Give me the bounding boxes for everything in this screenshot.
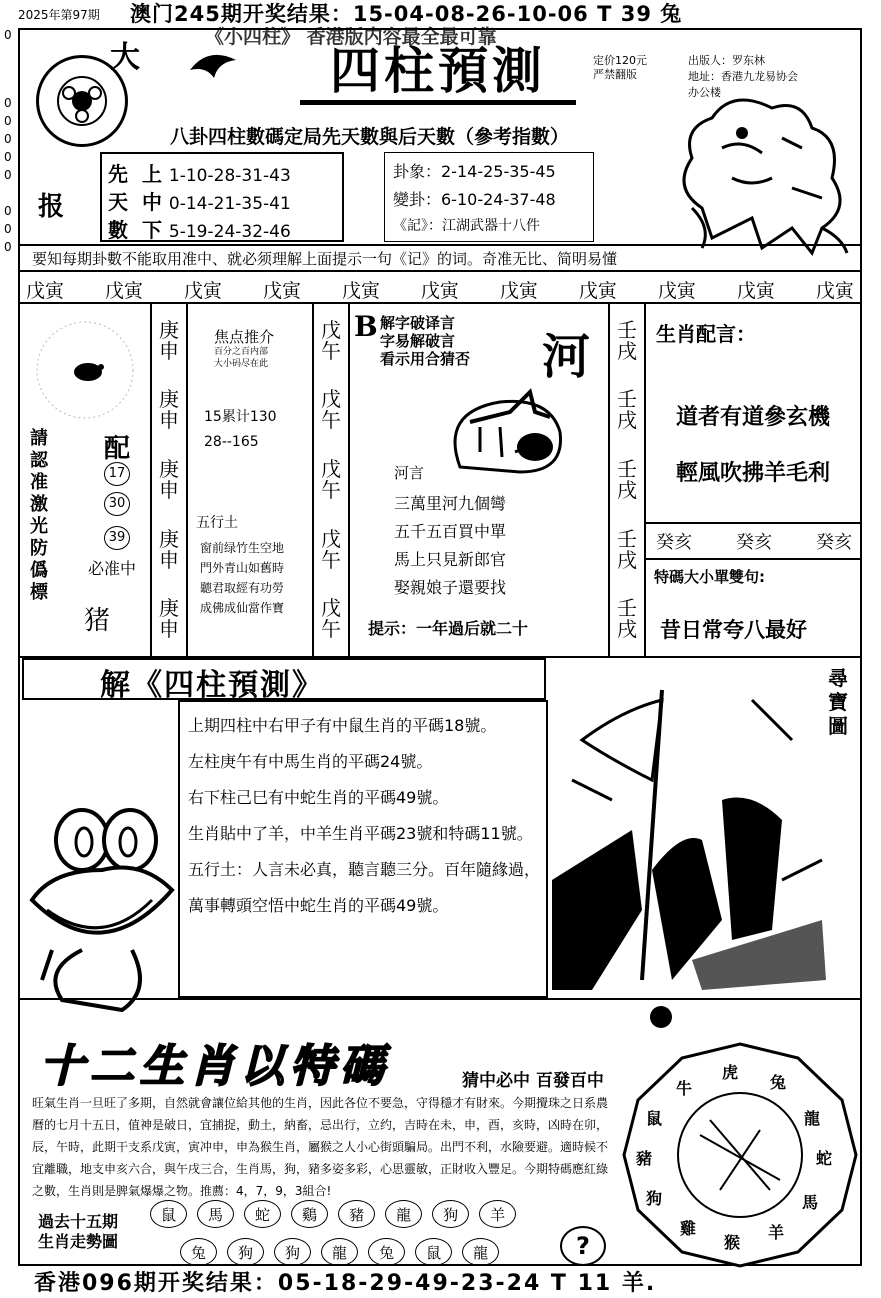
divider (18, 998, 862, 1000)
price: 定价120元 (593, 54, 647, 67)
col-divider (186, 302, 188, 657)
divider (644, 522, 862, 524)
row-upper: 先 上 1-10-28-31-43 (108, 162, 291, 186)
trend-label: 過去十五期 生肖走勢圖 (38, 1212, 119, 1251)
notice: 要知每期卦數不能取用准中、就必须理解上面提示一句《记》的词。奇准无比、简明易懂 (32, 250, 618, 268)
river-b: B (354, 310, 378, 343)
wheel-rabbit: 兔 (770, 1073, 787, 1092)
bagua-heading: 八卦四柱數碼定局先天數與后天數（參考指數） (170, 126, 570, 148)
bizhun: 必准中 (88, 559, 137, 578)
left-digits: 0 0 0 0 0 0 0 0 0 (4, 28, 12, 254)
zodiac-words-title: 生肖配言： (656, 322, 756, 346)
focus-line2: 28--165 (204, 434, 259, 450)
wheel-monkey: 猴 (724, 1233, 741, 1252)
focus-line1: 15累计130 (204, 409, 277, 425)
row-middle: 天 中 0-14-21-35-41 (108, 190, 291, 214)
address: 地址：香港九龙易协会办公楼 (688, 70, 798, 99)
row-lower: 數 下 5-19-24-32-46 (108, 218, 291, 242)
bird-icon (188, 50, 238, 86)
wuxing-title: 五行土 (196, 515, 238, 531)
explain-paras: 上期四柱中右甲子有中鼠生肖的平碼18號。 左柱庚午有中馬生肖的平碼24號。 右下柱己巳有中蛇生肖的平碼49號。 生肖貼中了羊，中羊生肖平碼23號和特碼11號。 五行土：人言未必真，聽言聽三分。百年隨緣過，萬事轉頭空悟中蛇生肖的平碼49號。 (188, 716, 541, 915)
wheel-dragon: 龍 (804, 1109, 821, 1128)
col-divider (644, 302, 646, 657)
wheel-snake: 蛇 (816, 1149, 833, 1168)
black-dot (650, 1006, 672, 1028)
main-title: 四柱預測 (300, 42, 576, 105)
twelve-zodiac-banner: 十二生肖以特碼 (40, 1041, 390, 1092)
gua-table (384, 152, 594, 242)
wheel-ox: 牛 (676, 1079, 693, 1098)
trend-row-1: 鼠 馬 蛇 鷄 豬 龍 狗 羊 (150, 1200, 516, 1228)
guihai-row: 癸亥 癸亥 癸亥 (656, 532, 852, 553)
deer-illustration (440, 372, 570, 486)
renxu-column: 壬戌 壬戌 壬戌 壬戌 壬戌 (617, 317, 637, 642)
wheel-goat: 羊 (768, 1223, 785, 1242)
pei-num-2: 30 (104, 492, 130, 516)
side-label-bao: 报 (38, 192, 65, 222)
lion-illustration (672, 88, 862, 262)
col-divider (348, 302, 350, 657)
publisher: 出版人：罗东林 (688, 54, 765, 67)
focus-title: 焦点推介 (214, 328, 275, 346)
wheel-tiger: 虎 (722, 1063, 739, 1082)
qing-column: 請 認 准 激 光 防 僞 標 (30, 428, 48, 603)
trend-row-2: 兔 狗 狗 龍 兔 鼠 龍 (180, 1238, 499, 1266)
wheel-rooster: 雞 (680, 1219, 697, 1238)
zodiac-wheel (620, 1040, 860, 1270)
divider (18, 244, 862, 246)
zodiac-words-line2: 輕風吹拂羊毛利 (676, 460, 831, 486)
bagua-table (100, 152, 344, 242)
focus-sub1: 百分之百内部 (214, 347, 269, 357)
wheel-rat: 鼠 (646, 1109, 663, 1128)
zodiac-pig: 猪 (84, 606, 111, 636)
bian-gua: 變卦：6-10-24-37-48 (393, 190, 556, 209)
battle-scene (552, 680, 826, 998)
no-copy: 严禁翻版 (593, 68, 637, 81)
divider (644, 558, 862, 560)
question-circle: ? (560, 1226, 606, 1266)
issue-label: 2025年第97期 (18, 8, 100, 22)
moon-decor (30, 315, 140, 429)
divider (18, 302, 862, 304)
river-hint: 提示：一年過后就二十 (368, 619, 529, 638)
focus-poem: 窗前绿竹生空地 門外青山如舊時 聽君取經有功勞 成佛成仙當作寶 (200, 541, 285, 615)
zodiac-words-line1: 道者有道參玄機 (676, 404, 831, 430)
river-poem: 三萬里河九個彎 五千五百買中單 馬上只見新郎官 娶親娘子還要找 (394, 494, 507, 597)
focus-sub2: 大小码尽在此 (214, 359, 269, 369)
river-lines: 解字破译言 字易解破言 看示用合猜否 (380, 314, 471, 368)
wheel-pig: 豬 (636, 1149, 653, 1168)
slogan: 猜中必中 百發百中 (462, 1071, 604, 1091)
treasure-label: 尋 寶 圖 (828, 666, 848, 738)
explain-title: 解《四柱預測》 (100, 668, 324, 703)
pei-num-3: 39 (104, 526, 130, 550)
special-line: 昔日常夸八最好 (660, 617, 807, 642)
subtitle: 《小四柱》 香港版内容最全最可靠 (205, 26, 497, 48)
river-char: 河 (542, 329, 591, 385)
bottom-paragraph: 旺氣生肖一旦旺了多期，自然就會讓位給其他的生肖，因此各位不要急，守得穩才有財來。今期攪珠之日系農曆的七月十五日，值神是破日，宜捕捉，動土，納畜，忌出行，立约，吉時在未，申，酉，亥時，凶時在卯，辰，午時，此期干支系戊寅，寅冲申，申為猴生肖，屬猴之人小心街頭騙局。出門不利，水險要避。適時候不宜離職，地支申亥六合，與午戌三合，生肖馬，狗，豬多姿多彩，心思靈敏，正財收入豐足。今期特碼應紅綠之數，生肖則是脾氣爆爆之物。推薦：4，7，9，3組合! (32, 1096, 609, 1198)
wuyin-row: 戊寅 戊寅 戊寅 戊寅 戊寅 戊寅 戊寅 戊寅 戊寅 戊寅 戊寅 (26, 280, 854, 302)
hk-result: 香港096期开奖结果：05-18-29-49-23-24 T 11 羊. (34, 1271, 657, 1296)
river-title: 河言 (394, 464, 425, 482)
pei-label: 配 (104, 434, 131, 464)
pei-num-1: 17 (104, 462, 130, 486)
side-label-da: 大 (110, 40, 140, 75)
macau-result: 澳门245期开奖结果：15-04-08-26-10-06 T 39 兔 (130, 2, 683, 26)
special-title: 特碼大小單雙句: (654, 568, 765, 586)
divider (18, 270, 862, 272)
wheel-dog: 狗 (646, 1189, 663, 1208)
frog-cartoon (22, 800, 178, 1024)
wuwu-column: 戊午 戊午 戊午 戊午 戊午 (321, 317, 341, 642)
gengshen-column: 庚申 庚申 庚申 庚申 庚申 (159, 317, 179, 642)
gua-xiang: 卦象：2-14-25-35-45 (393, 162, 556, 181)
ji-text: 《記》：江湖武器十八件 (393, 218, 540, 234)
wheel-horse: 馬 (802, 1193, 819, 1212)
